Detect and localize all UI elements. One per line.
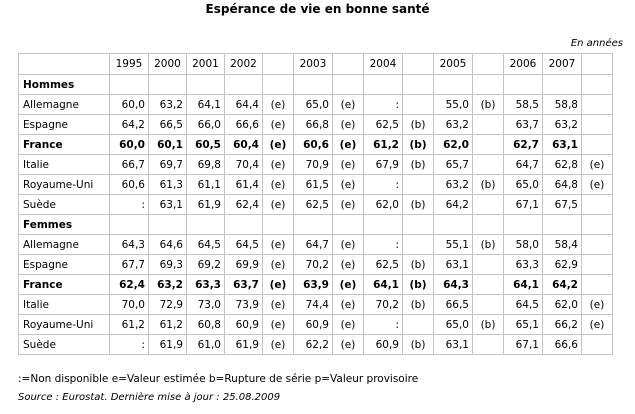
value-cell: 61,5 [294, 175, 333, 195]
value-cell: 63,2 [149, 275, 187, 295]
value-cell: 63,9 [294, 275, 333, 295]
flag-cell [403, 235, 434, 255]
value-cell: 64,2 [543, 275, 582, 295]
value-cell [110, 75, 149, 95]
row-label: France [19, 275, 110, 295]
value-cell: 60,6 [110, 175, 149, 195]
flag-cell [473, 115, 504, 135]
value-cell: 63,3 [504, 255, 543, 275]
value-cell: 63,2 [434, 175, 473, 195]
value-cell: 60,5 [187, 135, 225, 155]
column-header [333, 54, 364, 75]
value-cell [364, 215, 403, 235]
value-cell: 73,0 [187, 295, 225, 315]
flag-cell [582, 235, 613, 255]
flag-cell: (b) [473, 175, 504, 195]
value-cell: 62,2 [294, 335, 333, 355]
value-cell: 65,0 [434, 315, 473, 335]
flag-cell: (e) [263, 235, 294, 255]
flag-cell: (e) [333, 195, 364, 215]
flag-cell: (b) [403, 195, 434, 215]
value-cell: 62,0 [364, 195, 403, 215]
value-cell: 67,1 [504, 335, 543, 355]
flag-cell: (e) [263, 135, 294, 155]
value-cell: 62,5 [364, 255, 403, 275]
value-cell: 70,9 [294, 155, 333, 175]
value-cell: 61,4 [225, 175, 263, 195]
value-cell: 61,1 [187, 175, 225, 195]
value-cell: 67,5 [543, 195, 582, 215]
row-label: Espagne [19, 255, 110, 275]
value-cell: 61,2 [364, 135, 403, 155]
flag-cell [582, 95, 613, 115]
value-cell [543, 215, 582, 235]
table-row [19, 135, 613, 155]
value-cell: 58,4 [543, 235, 582, 255]
value-cell: : [364, 175, 403, 195]
value-cell: 67,1 [504, 195, 543, 215]
value-cell: 63,1 [149, 195, 187, 215]
value-cell: 61,9 [225, 335, 263, 355]
table-row [19, 335, 613, 355]
flag-cell [473, 155, 504, 175]
column-header [582, 54, 613, 75]
flag-cell: (b) [473, 315, 504, 335]
flag-cell: (e) [333, 275, 364, 295]
flag-cell [582, 195, 613, 215]
value-cell: 64,7 [294, 235, 333, 255]
value-cell: 70,2 [294, 255, 333, 275]
flag-cell [582, 275, 613, 295]
value-cell: 69,9 [225, 255, 263, 275]
value-cell: 67,9 [364, 155, 403, 175]
value-cell: 60,9 [225, 315, 263, 335]
column-header: 2004 [364, 54, 403, 75]
value-cell: 55,0 [434, 95, 473, 115]
value-cell: 60,9 [364, 335, 403, 355]
value-cell [364, 75, 403, 95]
table-row [19, 275, 613, 295]
flag-cell [582, 335, 613, 355]
flag-cell: (e) [263, 95, 294, 115]
flag-cell: (e) [263, 155, 294, 175]
value-cell [187, 75, 225, 95]
value-cell [504, 215, 543, 235]
column-header [19, 54, 110, 75]
value-cell: 63,2 [543, 115, 582, 135]
value-cell [294, 215, 333, 235]
source-note: Source : Eurostat. Dernière mise à jour : 25.08.2009 [18, 392, 281, 403]
value-cell: 70,4 [225, 155, 263, 175]
value-cell: 62,0 [543, 295, 582, 315]
flag-cell: (b) [403, 155, 434, 175]
flag-cell [473, 215, 504, 235]
value-cell: 64,1 [504, 275, 543, 295]
value-cell [225, 215, 263, 235]
group-row [19, 215, 613, 235]
value-cell: 72,9 [149, 295, 187, 315]
flag-cell: (e) [263, 275, 294, 295]
value-cell: 70,2 [364, 295, 403, 315]
value-cell: 61,9 [187, 195, 225, 215]
value-cell: : [110, 335, 149, 355]
flag-cell [403, 95, 434, 115]
row-label: Royaume-Uni [19, 315, 110, 335]
value-cell: : [364, 315, 403, 335]
flag-cell: (e) [333, 135, 364, 155]
value-cell: 61,3 [149, 175, 187, 195]
flag-cell: (e) [333, 335, 364, 355]
flag-cell: (e) [333, 255, 364, 275]
value-cell: 62,7 [504, 135, 543, 155]
flag-cell [333, 215, 364, 235]
value-cell: : [364, 95, 403, 115]
value-cell: 64,3 [434, 275, 473, 295]
flag-cell [473, 275, 504, 295]
row-label: Allemagne [19, 235, 110, 255]
value-cell: 66,5 [149, 115, 187, 135]
value-cell: 64,2 [110, 115, 149, 135]
value-cell: 64,5 [504, 295, 543, 315]
value-cell: 66,6 [225, 115, 263, 135]
value-cell [149, 215, 187, 235]
value-cell: 64,4 [225, 95, 263, 115]
flag-cell [582, 135, 613, 155]
column-header [263, 54, 294, 75]
value-cell [543, 75, 582, 95]
value-cell: 64,3 [110, 235, 149, 255]
column-header: 2000 [149, 54, 187, 75]
column-header: 2006 [504, 54, 543, 75]
flag-cell [473, 75, 504, 95]
value-cell: 62,0 [434, 135, 473, 155]
row-label: Hommes [19, 75, 110, 95]
value-cell: 62,9 [543, 255, 582, 275]
table-row [19, 115, 613, 135]
flag-cell [473, 335, 504, 355]
value-cell: 58,5 [504, 95, 543, 115]
value-cell: : [110, 195, 149, 215]
flag-cell [582, 75, 613, 95]
header-row [19, 54, 613, 75]
row-label: France [19, 135, 110, 155]
value-cell [225, 75, 263, 95]
value-cell: 65,0 [504, 175, 543, 195]
value-cell [294, 75, 333, 95]
flag-cell [582, 215, 613, 235]
column-header: 2005 [434, 54, 473, 75]
value-cell: 64,2 [434, 195, 473, 215]
value-cell: 66,6 [543, 335, 582, 355]
row-label: Suède [19, 335, 110, 355]
value-cell: 64,6 [149, 235, 187, 255]
row-label: Femmes [19, 215, 110, 235]
value-cell: 62,4 [225, 195, 263, 215]
value-cell: 61,9 [149, 335, 187, 355]
table-row [19, 195, 613, 215]
value-cell [434, 215, 473, 235]
value-cell: 60,9 [294, 315, 333, 335]
value-cell [149, 75, 187, 95]
value-cell: 74,4 [294, 295, 333, 315]
column-header: 2007 [543, 54, 582, 75]
value-cell: 63,1 [434, 255, 473, 275]
flag-cell: (e) [263, 115, 294, 135]
flag-cell [473, 255, 504, 275]
value-cell: 58,0 [504, 235, 543, 255]
table-row [19, 295, 613, 315]
flag-cell [263, 75, 294, 95]
value-cell: 63,2 [149, 95, 187, 115]
flag-cell: (e) [263, 335, 294, 355]
value-cell: 64,8 [543, 175, 582, 195]
value-cell: 63,2 [434, 115, 473, 135]
flag-cell: (e) [333, 115, 364, 135]
flag-cell: (b) [403, 295, 434, 315]
legend-note: :=Non disponible e=Valeur estimée b=Rupture de série p=Valeur provisoire [18, 373, 419, 385]
table-row [19, 155, 613, 175]
flag-cell: (e) [582, 295, 613, 315]
flag-cell: (e) [263, 315, 294, 335]
value-cell: 64,7 [504, 155, 543, 175]
value-cell: 64,5 [225, 235, 263, 255]
row-label: Suède [19, 195, 110, 215]
value-cell [434, 75, 473, 95]
value-cell: 66,2 [543, 315, 582, 335]
flag-cell: (b) [403, 115, 434, 135]
value-cell: 64,5 [187, 235, 225, 255]
value-cell: 60,8 [187, 315, 225, 335]
group-row [19, 75, 613, 95]
value-cell: 67,7 [110, 255, 149, 275]
value-cell: 66,5 [434, 295, 473, 315]
value-cell: 73,9 [225, 295, 263, 315]
row-label: Espagne [19, 115, 110, 135]
value-cell: 63,1 [434, 335, 473, 355]
page-title: Espérance de vie en bonne santé [205, 2, 430, 16]
flag-cell: (e) [582, 175, 613, 195]
value-cell: 66,7 [110, 155, 149, 175]
flag-cell [263, 215, 294, 235]
table-row [19, 95, 613, 115]
value-cell: 64,1 [187, 95, 225, 115]
value-cell: 63,7 [225, 275, 263, 295]
value-cell [187, 215, 225, 235]
column-header: 2003 [294, 54, 333, 75]
flag-cell: (e) [333, 315, 364, 335]
value-cell: 62,8 [543, 155, 582, 175]
flag-cell [473, 295, 504, 315]
value-cell: 66,8 [294, 115, 333, 135]
column-header [473, 54, 504, 75]
flag-cell: (b) [473, 235, 504, 255]
row-label: Allemagne [19, 95, 110, 115]
value-cell: 64,1 [364, 275, 403, 295]
value-cell: 66,0 [187, 115, 225, 135]
flag-cell: (e) [263, 175, 294, 195]
flag-cell [403, 175, 434, 195]
value-cell: 60,6 [294, 135, 333, 155]
flag-cell: (b) [403, 135, 434, 155]
flag-cell [473, 135, 504, 155]
column-header: 2002 [225, 54, 263, 75]
column-header [403, 54, 434, 75]
column-header: 1995 [110, 54, 149, 75]
flag-cell [582, 115, 613, 135]
flag-cell: (e) [263, 195, 294, 215]
flag-cell: (e) [333, 235, 364, 255]
value-cell: 63,1 [543, 135, 582, 155]
flag-cell: (e) [333, 95, 364, 115]
flag-cell: (e) [333, 295, 364, 315]
value-cell: 60,4 [225, 135, 263, 155]
flag-cell: (e) [263, 295, 294, 315]
value-cell: 62,4 [110, 275, 149, 295]
value-cell: 69,3 [149, 255, 187, 275]
flag-cell [403, 315, 434, 335]
value-cell: 65,7 [434, 155, 473, 175]
row-label: Royaume-Uni [19, 175, 110, 195]
table-row [19, 255, 613, 275]
flag-cell: (e) [333, 155, 364, 175]
flag-cell: (e) [263, 255, 294, 275]
value-cell: 62,5 [294, 195, 333, 215]
flag-cell [403, 75, 434, 95]
value-cell: 61,2 [149, 315, 187, 335]
flag-cell: (b) [403, 335, 434, 355]
value-cell: 62,5 [364, 115, 403, 135]
value-cell: 63,7 [504, 115, 543, 135]
value-cell: 69,8 [187, 155, 225, 175]
value-cell: 61,0 [187, 335, 225, 355]
value-cell: : [364, 235, 403, 255]
value-cell: 60,0 [110, 95, 149, 115]
flag-cell: (b) [403, 275, 434, 295]
value-cell [504, 75, 543, 95]
value-cell: 69,7 [149, 155, 187, 175]
flag-cell [403, 215, 434, 235]
value-cell: 60,1 [149, 135, 187, 155]
value-cell [110, 215, 149, 235]
flag-cell: (e) [582, 155, 613, 175]
value-cell: 55,1 [434, 235, 473, 255]
value-cell: 70,0 [110, 295, 149, 315]
value-cell: 63,3 [187, 275, 225, 295]
value-cell: 58,8 [543, 95, 582, 115]
value-cell: 69,2 [187, 255, 225, 275]
column-header: 2001 [187, 54, 225, 75]
table-row [19, 315, 613, 335]
table-row [19, 175, 613, 195]
value-cell: 60,0 [110, 135, 149, 155]
flag-cell: (b) [473, 95, 504, 115]
unit-note: En années [570, 38, 623, 49]
flag-cell [473, 195, 504, 215]
value-cell: 61,2 [110, 315, 149, 335]
flag-cell [582, 255, 613, 275]
value-cell: 65,1 [504, 315, 543, 335]
value-cell: 65,0 [294, 95, 333, 115]
row-label: Italie [19, 295, 110, 315]
table-row [19, 235, 613, 255]
flag-cell: (b) [403, 255, 434, 275]
life-expectancy-table [18, 53, 613, 355]
flag-cell: (e) [333, 175, 364, 195]
flag-cell [333, 75, 364, 95]
row-label: Italie [19, 155, 110, 175]
flag-cell: (e) [582, 315, 613, 335]
